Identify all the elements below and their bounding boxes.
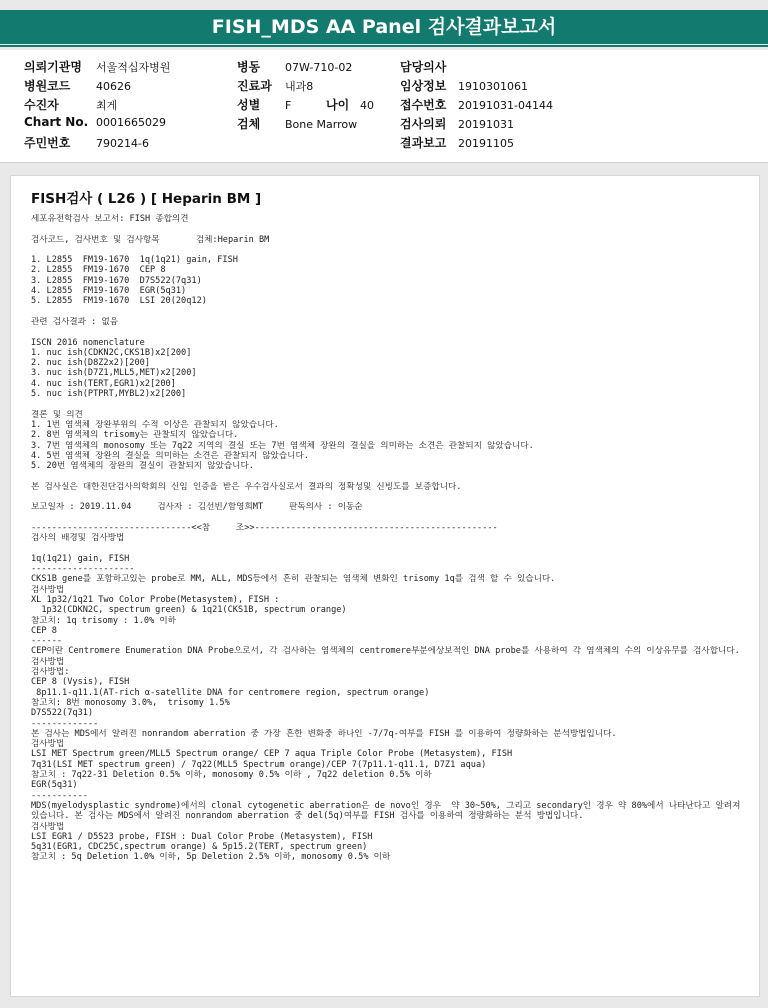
report-line: 검사방법	[31, 739, 65, 750]
report-line: CEP이란 Centromere Enumeration DNA Probe으로서, 각 검사하는 염색체의 centromere부분에상보적인 DNA probe를 사용하여 각 염색체의 수의 이상유무를 검사합니다.	[31, 646, 740, 657]
report-line: 5. nuc ish(PTPRT,MYBL2)x2[200]	[31, 389, 187, 400]
report-line: 5. 20번 염색체의 장완의 결실이 관찰되지 않았습니다.	[31, 461, 254, 472]
report-line: 참고치 : 5q Deletion 1.0% 이하, 5p Deletion 2.5% 이하, monosomy 0.5% 이하	[31, 852, 391, 863]
report-line: 8p11.1-q11.1(AT-rich α-satellite DNA for centromere region, spectrum orange)	[31, 687, 430, 698]
report-line: 검사방법	[31, 821, 65, 832]
info-field-label: 접수번호	[400, 98, 447, 112]
report-line: 3. L2855 FM19-1670 D7S522(7q31)	[31, 275, 202, 286]
report-line: 5q31(EGR1, CDC25C,spectrum orange) & 5p15.2(TERT, spectrum green)	[31, 842, 368, 853]
report-line: 결론 및 의견	[31, 409, 83, 420]
report-line: 4. L2855 FM19-1670 EGR(5q31)	[31, 286, 187, 297]
info-field-label: 의뢰기관명	[24, 60, 82, 74]
info-field-label: 진료과	[237, 79, 272, 93]
info-field	[237, 115, 357, 132]
info-field	[24, 134, 149, 151]
info-field-value: 790214-6	[96, 137, 149, 150]
patient-info-panel	[0, 50, 768, 163]
info-field-label: 성별	[237, 98, 261, 112]
info-field-label: 검사의뢰	[400, 117, 447, 131]
report-line	[31, 327, 751, 337]
report-line	[31, 399, 751, 409]
report-line: 참고치: 1q trisomy : 1.0% 이하	[31, 615, 176, 626]
report-line: 검사방법:	[31, 667, 70, 678]
report-line: CKS1B gene를 포함하고있는 probe로 MM, ALL, MDS등에서 흔히 관찰되는 염색체 변화인 trisomy 1q를 검색 할 수 있습니다.	[31, 574, 556, 585]
report-line: 검사의 배경및 검사방법	[31, 533, 125, 544]
report-line: 2. L2855 FM19-1670 CEP 8	[31, 265, 166, 276]
info-field-label: 결과보고	[400, 136, 447, 150]
info-field-value: 20191031-04144	[458, 99, 553, 112]
report-line: CEP 8 (Vysis), FISH	[31, 677, 130, 688]
report-line: 1. nuc ish(CDKN2C,CKS1B)x2[200]	[31, 347, 192, 358]
report-line: CEP 8	[31, 625, 57, 636]
report-line	[31, 224, 751, 234]
report-line: 5. L2855 FM19-1670 LSI 20(20q12)	[31, 296, 207, 307]
info-field	[24, 77, 131, 94]
report-line: -------------------------------<<참 조>>-----------------------------------------------	[31, 522, 498, 533]
info-field-label: 나이	[326, 98, 350, 112]
report-line: 2. nuc ish(D8Z2x2)[200]	[31, 358, 150, 369]
report-line	[31, 245, 751, 255]
info-field	[400, 77, 528, 94]
report-line: -------------	[31, 718, 99, 729]
report-line: 검사방법	[31, 656, 65, 667]
info-field-label: 담당의사	[400, 60, 447, 74]
info-field-value: 07W-710-02	[285, 61, 353, 74]
report-line: 본 검사는 MDS에서 알려진 nonrandom aberration 중 가장 흔한 변화중 하나인 -7/7q-여부를 FISH 를 이용하여 정량화하는 분석방법입니다.	[31, 728, 617, 739]
info-field-label: 주민번호	[24, 136, 71, 150]
report-line: 참고치: 8번 monosomy 3.0%, trisomy 1.5%	[31, 697, 230, 708]
report-line: -----------	[31, 790, 88, 801]
report-line	[31, 307, 751, 317]
report-line: 1q(1q21) gain, FISH	[31, 553, 130, 564]
info-field-value: 20191031	[458, 118, 514, 131]
info-field	[237, 58, 352, 75]
info-field-value: 20191105	[458, 137, 514, 150]
report-line: LSI MET Spectrum green/MLL5 Spectrum orange/ CEP 7 aqua Triple Color Probe (Metasystem), FISH	[31, 749, 513, 760]
report-line: MDS(myelodysplastic syndrome)에서의 clonal cytogenetic aberration은 de novo인 경우 약 30~50%, 그리고 secondary인 경우 약 80%에서 나타난다고 알려져 있습니다. 본 검사는 MDS에서 알려진 nonrandom aberration 중 del(5q)여부를 FISH 검사를 이용하여 정량화하는 분석 방법입니다.	[31, 800, 746, 822]
report-line: 1. L2855 FM19-1670 1q(1q21) gain, FISH	[31, 255, 238, 266]
report-line: 1p32(CDKN2C, spectrum green) & 1q21(CKS1B, spectrum orange)	[31, 605, 347, 616]
info-field	[237, 96, 291, 113]
report-document	[10, 175, 760, 997]
report-line: 세포유전학검사 보고서: FISH 종합의견	[31, 214, 189, 224]
info-field	[237, 77, 313, 94]
info-field-value: 서울적십자병원	[96, 61, 171, 74]
info-field-value: 0001665029	[96, 116, 166, 129]
report-line: 참고치 : 7q22-31 Deletion 0.5% 이하, monosomy 0.5% 이하 , 7q22 deletion 0.5% 이하	[31, 770, 432, 781]
report-line: 보고일자 : 2019.11.04 검사자 : 김선빈/함영희MT 판독의사 : 이동순	[31, 502, 363, 513]
info-field-label: 검체	[237, 117, 261, 131]
info-field-value: 1910301061	[458, 80, 528, 93]
report-line	[31, 471, 751, 481]
info-field	[24, 115, 166, 129]
info-field-label: 수진자	[24, 98, 59, 112]
info-field	[400, 58, 458, 75]
info-field-value: 40	[360, 99, 374, 112]
info-field	[400, 115, 514, 132]
info-field	[400, 96, 553, 113]
report-line: 관련 검사결과 : 없음	[31, 316, 119, 327]
info-field-value: Bone Marrow	[285, 118, 358, 131]
report-line: 4. nuc ish(TERT,EGR1)x2[200]	[31, 378, 176, 389]
info-field-label: 임상정보	[400, 79, 447, 93]
report-line: D7S522(7q31)	[31, 708, 94, 719]
report-line	[31, 513, 751, 523]
report-title: FISH_MDS AA Panel 검사결과보고서	[211, 16, 557, 38]
info-field-value: 내과8	[285, 80, 314, 93]
report-line: 2. 8번 염색체의 trisomy는 관찰되지 않았습니다.	[31, 430, 239, 441]
info-field-value: F	[285, 99, 292, 112]
report-body	[31, 214, 751, 863]
report-line: 검사방법	[31, 584, 65, 595]
report-line: 3. 7번 염색체의 monosomy 또는 7q22 지역의 결실 또는 7번 염색체 장완의 결실을 의미하는 소견은 관찰되지 않았습니다.	[31, 440, 534, 451]
report-line	[31, 492, 751, 502]
report-line: 본 검사실은 대한진단검사의학회의 신임 인증을 받은 우수검사실로서 결과의 정확성및 신빙도를 보증합니다.	[31, 481, 462, 492]
report-line: LSI EGR1 / D5S23 probe, FISH : Dual Color Probe (Metasystem), FISH	[31, 831, 373, 842]
report-line: XL 1p32/1q21 Two Color Probe(Metasystem), FISH :	[31, 594, 280, 605]
report-line: 4. 5번 염색체 장완의 결실을 의미하는 소견은 관찰되지 않았습니다.	[31, 450, 309, 461]
report-line: ------	[31, 636, 63, 647]
info-field-label: Chart No.	[24, 115, 89, 129]
info-field-age	[326, 96, 374, 113]
report-title-bar	[0, 10, 768, 44]
info-field	[24, 58, 170, 75]
info-field	[24, 96, 117, 113]
report-line: EGR(5q31)	[31, 780, 78, 791]
info-field-label: 병원코드	[24, 79, 71, 93]
info-field-value: 40626	[96, 80, 131, 93]
info-field	[400, 134, 514, 151]
info-field-value: 최게	[96, 99, 118, 112]
fish-test-title: FISH검사 ( L26 ) [ Heparin BM ]	[31, 191, 262, 207]
report-line: ISCN 2016 nomenclature	[31, 337, 145, 348]
report-line: 1. 1번 염색체 장완부위의 수적 이상은 관찰되지 않았습니다.	[31, 419, 279, 430]
report-line: 검사코드, 검사번호 및 검사항목 검체:Heparin BM	[31, 234, 270, 245]
info-field-label: 병동	[237, 60, 261, 74]
report-line: 3. nuc ish(D7Z1,MLL5,MET)x2[200]	[31, 368, 197, 379]
report-line: 7q31(LSI MET spectrum green) / 7q22(MLL5 Spectrum orange)/CEP 7(7p11.1-q11.1, D7Z1 aqua)	[31, 759, 487, 770]
report-line	[31, 544, 751, 554]
report-line: --------------------	[31, 564, 135, 575]
